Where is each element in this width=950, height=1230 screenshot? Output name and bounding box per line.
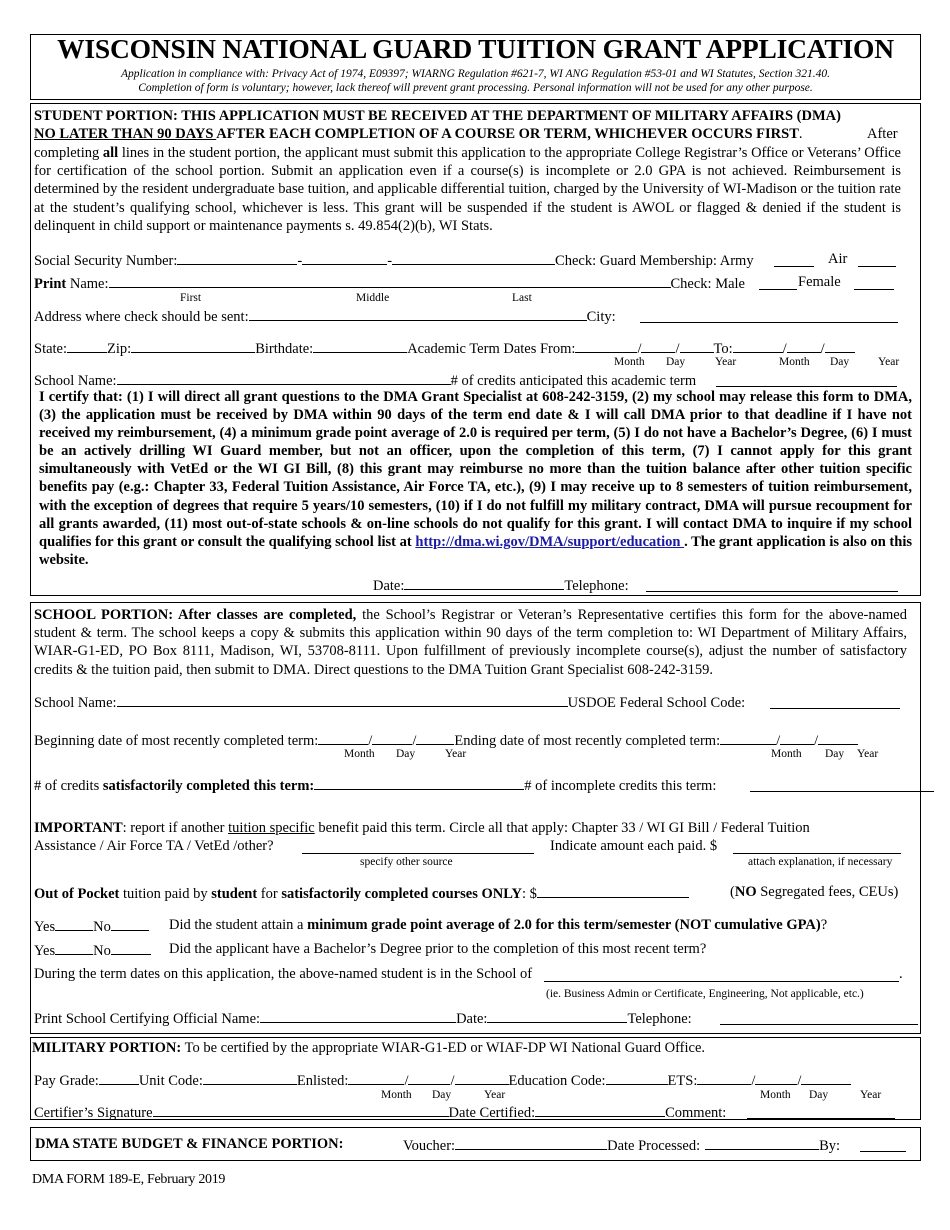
usdoe-label: USDOE Federal School Code: [567, 695, 746, 711]
education-code-field[interactable] [606, 1071, 668, 1085]
female-label: Female [798, 274, 841, 290]
budget-heading: DMA STATE BUDGET & FINANCE PORTION: [35, 1136, 344, 1152]
deadline-text: NO LATER THAN 90 DAYS [34, 126, 217, 142]
enlisted-year-field[interactable] [455, 1071, 509, 1085]
air-label: Air [828, 251, 848, 267]
other-source-field[interactable] [302, 840, 534, 854]
form-title: WISCONSIN NATIONAL GUARD TUITION GRANT APPLICATION [57, 33, 894, 64]
voucher-label: Voucher: [403, 1138, 456, 1154]
by-label: By: [819, 1138, 841, 1154]
certifier-label: Certifier’s Signature [34, 1105, 153, 1121]
slash: / [637, 341, 642, 357]
school-date-field[interactable] [487, 1009, 627, 1023]
by-field[interactable] [860, 1138, 906, 1152]
slash: / [404, 1073, 409, 1089]
voucher-field[interactable] [455, 1136, 607, 1150]
military-heading-rest: To be certified by the appropriate WIAR-G1-ED or WIAF-DP WI National Guard Office. [181, 1040, 706, 1056]
student-telephone-field[interactable] [646, 578, 898, 592]
out-of-pocket-field[interactable] [537, 884, 689, 898]
link-after-text: . The grant application is also on this website. [39, 533, 912, 568]
term-dates-label: Academic Term Dates From: [407, 341, 576, 357]
important-text1: : report if another [122, 820, 229, 836]
begin-year-field[interactable] [416, 731, 454, 745]
incomplete-credits-field[interactable] [750, 778, 934, 792]
gpa-yes-field[interactable] [55, 917, 93, 931]
zip-field[interactable] [131, 339, 255, 353]
usdoe-field[interactable] [770, 695, 900, 709]
gpa-question-a: Did the student attain a [169, 917, 308, 933]
oop-text2: for [257, 886, 282, 902]
no-label: No [93, 943, 111, 959]
assistance-row [34, 838, 274, 855]
male-checkbox-field[interactable] [759, 276, 797, 290]
bachelor-question: Did the applicant have a Bachelor’s Degree prior to the completion of this most recent term? [169, 941, 707, 957]
state-field[interactable] [67, 339, 107, 353]
end-year-caption: Year [857, 748, 879, 760]
budget-row [403, 1136, 840, 1155]
assistance-label: Assistance / Air Force TA / VetEd /other? [34, 838, 274, 854]
to-year-field[interactable] [825, 339, 855, 353]
oop-text1: tuition paid by [119, 886, 212, 902]
ets-month-field[interactable] [697, 1071, 751, 1085]
from-day-caption: Day [666, 356, 686, 368]
address-field[interactable] [249, 307, 587, 321]
begin-month-caption: Month [344, 748, 375, 760]
gpa-no-field[interactable] [111, 917, 149, 931]
education-code-label: Education Code: [508, 1073, 606, 1089]
from-month-field[interactable] [575, 339, 637, 353]
slash: / [820, 341, 825, 357]
credits-satisfactory-field[interactable] [314, 776, 524, 790]
yes-label: Yes [34, 943, 56, 959]
ssn-label: Social Security Number: [34, 253, 178, 269]
ssn-dash1: - [297, 253, 303, 269]
ets-year-caption: Year [860, 1089, 882, 1101]
school-of-row [34, 966, 532, 983]
name-field[interactable] [109, 274, 671, 288]
school-heading: SCHOOL PORTION: After classes are completed, [34, 607, 357, 623]
student-instructions [34, 144, 901, 235]
instructions-all: all [102, 145, 119, 161]
school-of-label: During the term dates on this application, the above-named student is in the School of [34, 966, 533, 982]
name-label: Name: [66, 276, 109, 292]
name-row [34, 274, 745, 293]
important-row [34, 820, 810, 837]
city-field[interactable] [640, 309, 898, 323]
credits-prefix: # of credits [34, 778, 103, 794]
slash: / [782, 341, 787, 357]
comment-field[interactable] [747, 1105, 895, 1119]
ssn-dash2: - [387, 253, 393, 269]
paren: ( [730, 884, 735, 900]
official-name-field[interactable] [260, 1009, 456, 1023]
form-id: DMA FORM 189-E, February 2019 [32, 1172, 226, 1187]
end-day-caption: Day [825, 748, 845, 760]
end-year-field[interactable] [818, 731, 858, 745]
school-name-label: School Name: [34, 373, 117, 389]
last-caption: Last [512, 292, 532, 304]
date-processed-field[interactable] [705, 1136, 819, 1150]
army-checkbox-field[interactable] [774, 253, 814, 267]
military-heading: MILITARY PORTION: [32, 1040, 182, 1056]
to-month-caption: Month [779, 356, 810, 368]
end-month-field[interactable] [720, 731, 776, 745]
deadline-rest: AFTER EACH COMPLETION OF A COURSE OR TERM, WHICHEVER OCCURS FIRST [216, 126, 799, 142]
no-segregated-note [730, 884, 898, 901]
important-label: IMPORTANT [34, 820, 123, 836]
guard-membership-label: Check: Guard Membership: Army [555, 253, 754, 269]
date-processed-label: Date Processed: [607, 1138, 701, 1154]
credits-anticipated-field[interactable] [716, 373, 897, 387]
slash: / [814, 733, 819, 749]
pay-grade-label: Pay Grade: [34, 1073, 99, 1089]
school-date-label: Date: [456, 1011, 488, 1027]
from-year-field[interactable] [680, 339, 714, 353]
end-day-field[interactable] [780, 731, 814, 745]
unit-code-label: Unit Code: [138, 1073, 203, 1089]
school-of-caption: (ie. Business Admin or Certificate, Engineering, Not applicable, etc.) [546, 988, 864, 1000]
important-underlined: tuition specific [228, 820, 315, 836]
slash: / [675, 341, 680, 357]
ets-label: ETS: [667, 1073, 698, 1089]
no-bold: NO [734, 884, 757, 900]
begin-day-field[interactable] [372, 731, 412, 745]
unit-code-field[interactable] [203, 1071, 297, 1085]
slash: / [368, 733, 373, 749]
birthdate-label: Birthdate: [255, 341, 314, 357]
oop-label: Out of Pocket [34, 886, 120, 902]
amount-paid-field[interactable] [733, 840, 901, 854]
official-name-label: Print School Certifying Official Name: [34, 1011, 261, 1027]
begin-date-label: Beginning date of most recently completed term: [34, 733, 319, 749]
from-year-caption: Year [715, 356, 737, 368]
after-word: After [867, 126, 898, 142]
school-of-field[interactable] [544, 968, 899, 982]
out-of-pocket-row [34, 884, 689, 903]
student-telephone-label: Telephone: [564, 578, 629, 594]
enlisted-year-caption: Year [484, 1089, 506, 1101]
education-link[interactable]: http://dma.wi.gov/DMA/support/education [415, 533, 685, 550]
gpa-question-row [34, 917, 149, 936]
date-certified-label: Date Certified: [448, 1105, 536, 1121]
gpa-question-b: minimum grade point average of 2.0 for this term/semester (NOT cumulative GPA) [307, 917, 821, 933]
to-label: To: [713, 341, 733, 357]
certification-text [39, 388, 912, 569]
period: . [899, 966, 903, 982]
enlisted-day-field[interactable] [408, 1071, 450, 1085]
from-month-caption: Month [614, 356, 645, 368]
student-heading: STUDENT PORTION: THIS APPLICATION MUST BE RECEIVED AT THE DEPARTMENT OF MILITARY AFFAIRS (DMA) [34, 108, 841, 124]
first-caption: First [180, 292, 202, 304]
to-year-caption: Year [878, 356, 900, 368]
school-school-name-field[interactable] [117, 693, 568, 707]
zip-label: Zip: [107, 341, 132, 357]
yes-label: Yes [34, 919, 56, 935]
enlisted-month-caption: Month [381, 1089, 412, 1101]
student-date-field[interactable] [404, 576, 564, 590]
military-row2 [34, 1103, 726, 1122]
specify-caption: specify other source [360, 856, 453, 868]
ssn-part3-field[interactable] [392, 251, 555, 265]
compliance-text: Application in compliance with: Privacy Act of 1974, E09397; WIARNG Regulation #621-7, WI ANG Regulation #53-01 and WI Statutes, Section 321.40. [121, 68, 830, 80]
slash: / [412, 733, 417, 749]
bachelor-yes-field[interactable] [55, 941, 93, 955]
print-label: Print [34, 276, 67, 292]
from-day-field[interactable] [641, 339, 675, 353]
ets-year-field[interactable] [801, 1071, 851, 1085]
birthdate-field[interactable] [313, 339, 407, 353]
enlisted-month-field[interactable] [348, 1071, 404, 1085]
female-checkbox-field[interactable] [854, 276, 894, 290]
school-name-field[interactable] [117, 371, 451, 385]
end-date-label: Ending date of most recently completed term: [454, 733, 721, 749]
address-label: Address where check should be sent: [34, 309, 249, 325]
gpa-question [169, 917, 827, 934]
gpa-question-c: ? [820, 917, 828, 933]
date-certified-field[interactable] [535, 1103, 665, 1117]
pay-grade-field[interactable] [99, 1071, 139, 1085]
comment-label: Comment: [665, 1105, 727, 1121]
to-day-caption: Day [830, 356, 850, 368]
school-school-name-label: School Name: [34, 695, 117, 711]
begin-day-caption: Day [396, 748, 416, 760]
state-label: State: [34, 341, 68, 357]
ssn-part2-field[interactable] [302, 251, 387, 265]
student-heading-line2: NO LATER THAN 90 DAYS AFTER EACH COMPLETION OF A COURSE OR TERM, WHICHEVER OCCURS FIRST. [34, 126, 803, 142]
ets-day-caption: Day [809, 1089, 829, 1101]
credits-row [34, 776, 716, 795]
begin-month-field[interactable] [318, 731, 368, 745]
oop-courses-only: satisfactorily completed courses ONLY [281, 886, 523, 902]
incomplete-credits-label: # of incomplete credits this term: [524, 778, 717, 794]
gender-label: Check: Male [670, 276, 745, 292]
slash: / [776, 733, 781, 749]
oop-dollar: : $ [522, 886, 537, 902]
city-label: City: [586, 309, 616, 325]
slash: / [450, 1073, 455, 1089]
official-row [34, 1009, 692, 1028]
student-date-label: Date: [373, 578, 405, 594]
slash: / [797, 1073, 802, 1089]
air-checkbox-field[interactable] [858, 253, 896, 267]
no-label: No [93, 919, 111, 935]
to-month-field[interactable] [733, 339, 783, 353]
military-heading-row [32, 1040, 705, 1057]
ets-day-field[interactable] [755, 1071, 797, 1085]
school-telephone-label: Telephone: [627, 1011, 692, 1027]
student-date-row [373, 576, 629, 595]
enlisted-day-caption: Day [432, 1089, 452, 1101]
begin-year-caption: Year [445, 748, 467, 760]
oop-student: student [211, 886, 258, 902]
instructions-part1: completing [34, 145, 103, 161]
credits-anticipated-label: # of credits anticipated this academic term [450, 373, 697, 389]
certify-statements: I certify that: (1) I will direct all grant questions to the DMA Grant Specialist at 608-242-3159, (2) my school may release this form to DMA, (3) the application must be received by DMA within 90 days of the term end date & I will call DMA prior to that deadline if I have not received my reimbursement, (4) a minimum grade point average of 2.0 is required per term, (5) I do not have a Bachelor’s Degree, (6) I must be an actively drilling WI Guard member, but not an officer, upon the completion of this term, (7) I cannot apply for this grant simultaneously with VetEd or the WI GI Bill, (8) this grant may reimburse no more than the tuition balance after other tuition specific benefits pay (e.g.: Chapter 33, Federal Tuition Assistance, Air Force TA, etc.), (9) I may receive up to 8 semesters of tuition reimbursement, with the exception of degrees that require 5 years/10 semesters, (10) if I do not fulfill my military contract, DMA will pursue recoupment for all grants awarded, (11) most out-of-state schools & on-line schools do not qualify for this grant. I will contact DMA to inquire if my school qualifies for this grant or consult the qualifying school list at [39, 389, 912, 550]
school-instructions [34, 606, 907, 679]
certifier-signature-field[interactable] [153, 1103, 449, 1117]
credits-satisfactory-label: satisfactorily completed this term: [102, 778, 315, 794]
ssn-row [34, 251, 754, 270]
ssn-part1-field[interactable] [177, 251, 297, 265]
address-row [34, 307, 616, 326]
no-segregated-text: Segregated fees, CEUs) [756, 884, 899, 900]
middle-caption: Middle [356, 292, 390, 304]
bachelor-question-row [34, 941, 151, 960]
important-text2: benefit paid this term. Circle all that apply: Chapter 33 / WI GI Bill / Federal Tuition [314, 820, 810, 836]
military-row1 [34, 1071, 851, 1090]
voluntary-text: Completion of form is voluntary; however, lack thereof will prevent grant processing. Personal information will not be used for any other purpose. [138, 82, 813, 94]
school-name-row2 [34, 693, 745, 712]
school-para: the School’s Registrar or Veteran’s Representative certifies this form for the above-named student & term. The school keeps a copy & submits this application within 90 days of the term completion to: WI Department of Military Affairs, WIAR-G1-ED, PO Box 8111, Madison, WI, 53708-8111. Upon fulfillment of previously incomplete course(s), adjust the number of satisfactory credits & the tuition paid, then submit to DMA. Direct questions to the DMA Tuition Grant Specialist 608-242-3159. [34, 607, 907, 678]
instructions-part2: lines in the student portion, the applicant must submit this application to the appropriate College Registrar’s Office or Veterans’ Office for certification of the school portion. Submit an application even if a course(s) is incomplete or 2.0 GPA is not achieved. Reimbursement is determined by the resident undergraduate base tuition, and applicable differential tuition, charged by the University of WI-Madison or the tuition rate at the student’s qualifying school, whichever is less. This grant will be suspended if the student is AWOL or flagged & denied if the student is delinquent in child support or maintenance payments s. 49.854(2)(b), WI Stats. [34, 145, 901, 234]
enlisted-label: Enlisted: [296, 1073, 349, 1089]
indicate-label: Indicate amount each paid. $ [550, 838, 718, 854]
end-month-caption: Month [771, 748, 802, 760]
ets-month-caption: Month [760, 1089, 791, 1101]
to-day-field[interactable] [787, 339, 821, 353]
school-telephone-field[interactable] [720, 1011, 918, 1025]
bachelor-no-field[interactable] [111, 941, 151, 955]
slash: / [751, 1073, 756, 1089]
attach-caption: attach explanation, if necessary [748, 856, 893, 868]
